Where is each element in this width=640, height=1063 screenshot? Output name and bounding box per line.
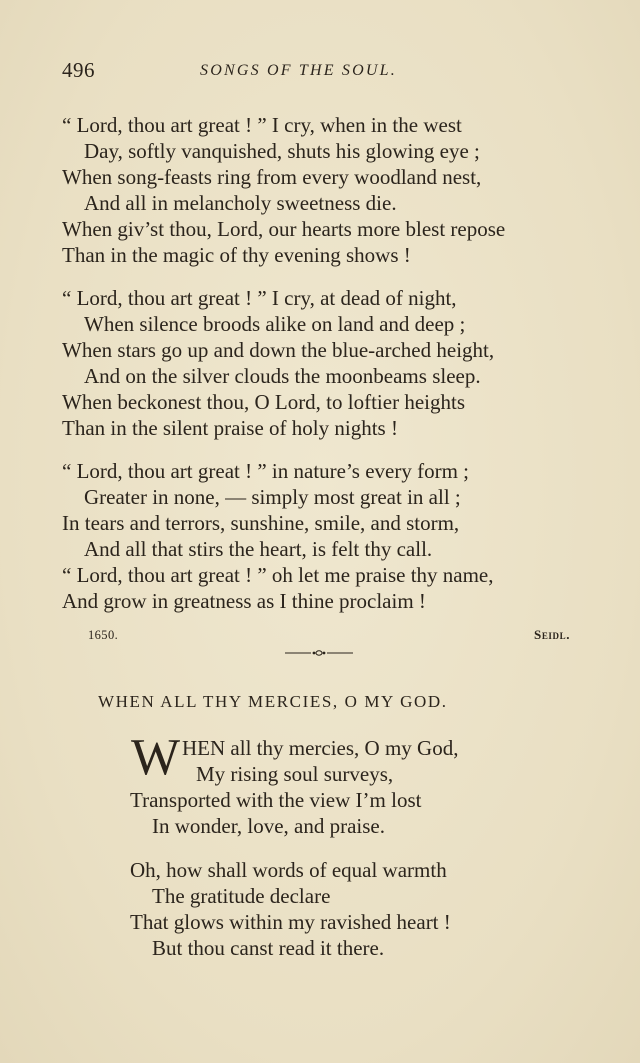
poem-line: When beckonest thou, O Lord, to loftier heights	[62, 390, 465, 414]
poem-date: 1650.	[88, 628, 119, 642]
poem-author: Seidl.	[534, 627, 571, 642]
poem-line: When giv’st thou, Lord, our hearts more blest repose	[62, 217, 506, 241]
poem-line: Oh, how shall words of equal warmth	[130, 858, 447, 882]
poem-line: In wonder, love, and praise.	[152, 814, 385, 838]
poem-line: Than in the silent praise of holy nights !	[62, 416, 398, 440]
poem-line: Day, softly vanquished, shuts his glowing eye ;	[84, 139, 480, 163]
poem-line: HEN all thy mercies, O my God,	[182, 736, 459, 760]
poem-line: That glows within my ravished heart !	[130, 910, 451, 934]
section-divider-ornament	[285, 648, 353, 658]
poem-line: “ Lord, thou art great ! ” oh let me praise thy name,	[62, 563, 494, 587]
poem-line: And all in melancholy sweetness die.	[84, 191, 397, 215]
poem-line: “ Lord, thou art great ! ” in nature’s every form ;	[62, 459, 470, 483]
poem-line: But thou canst read it there.	[152, 936, 385, 960]
hymn-title: WHEN ALL THY MERCIES, O MY GOD.	[98, 692, 448, 711]
poem-line: Transported with the view I’m lost	[130, 788, 422, 812]
poem-line: And all that stirs the heart, is felt thy call.	[84, 537, 433, 561]
page-number: 496	[62, 58, 95, 82]
poem-line: The gratitude declare	[152, 884, 331, 908]
poem-line: When stars go up and down the blue-arched height,	[62, 338, 495, 362]
poem-line: “ Lord, thou art great ! ” I cry, when in the west	[62, 113, 462, 137]
poem-line: When song-feasts ring from every woodland nest,	[62, 165, 482, 189]
poem-line: And grow in greatness as I thine proclaim !	[62, 589, 426, 613]
poem-line: When silence broods alike on land and deep ;	[84, 312, 466, 336]
drop-cap: W	[131, 729, 181, 786]
poem-line: My rising soul surveys,	[196, 762, 394, 786]
poem-line: Than in the magic of thy evening shows !	[62, 243, 411, 267]
running-title: SONGS OF THE SOUL.	[200, 62, 397, 79]
poem-line: “ Lord, thou art great ! ” I cry, at dead of night,	[62, 286, 457, 310]
poem-line: And on the silver clouds the moonbeams sleep.	[84, 364, 481, 388]
poem-line: Greater in none, — simply most great in all ;	[84, 485, 461, 509]
poem-line: In tears and terrors, sunshine, smile, and storm,	[62, 511, 460, 535]
